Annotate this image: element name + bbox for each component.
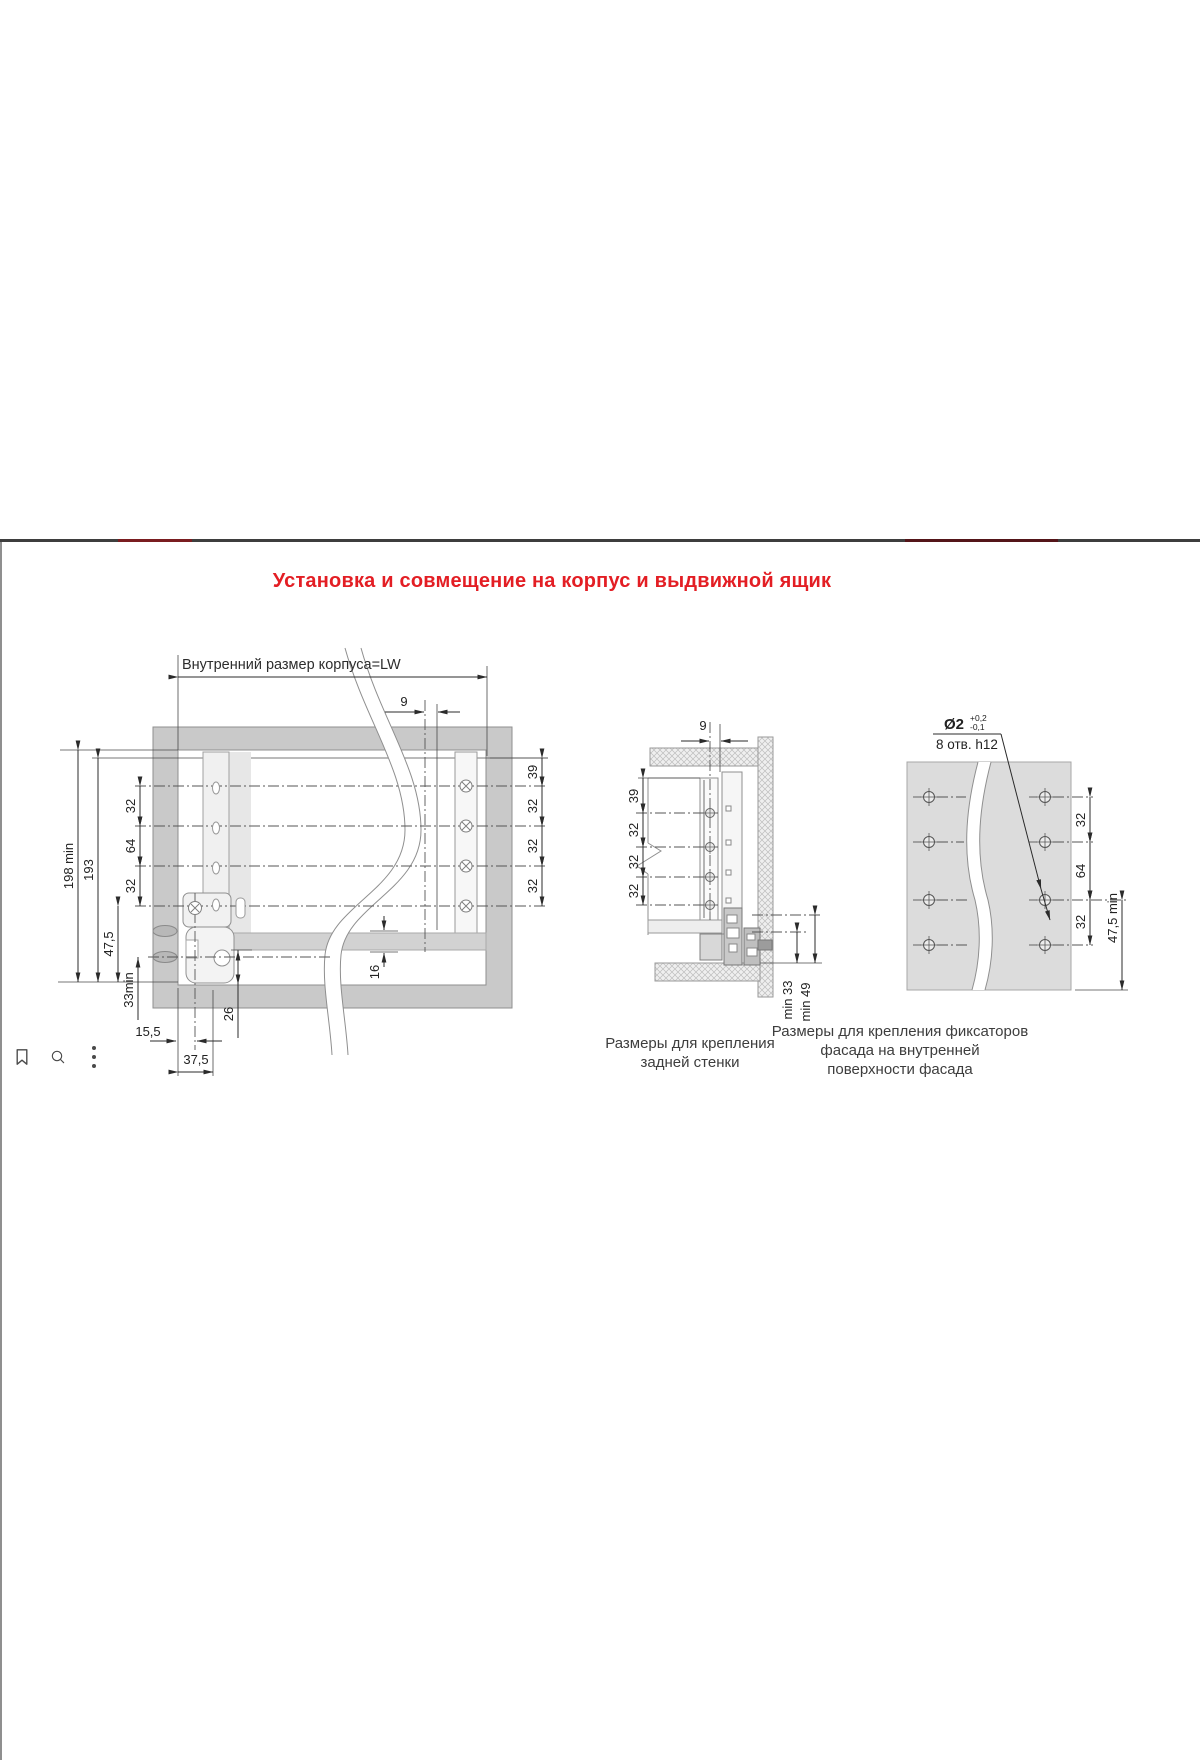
dim-label: 8 отв. h12	[936, 737, 998, 752]
facade-fixator-diagram	[907, 713, 1128, 990]
cabinet-front-view-diagram	[58, 648, 548, 1076]
dim-label: 64	[1073, 863, 1088, 879]
dim-label: 16	[367, 964, 382, 980]
dim-label: 198 min	[61, 842, 76, 890]
dim-label: 32	[525, 838, 540, 854]
search-icon[interactable]	[44, 1042, 72, 1072]
dim-label: 32	[626, 854, 641, 870]
dim-label: 9	[699, 718, 707, 733]
caption-line: Размеры для крепления	[605, 1035, 775, 1052]
dim-label: 32	[525, 798, 540, 814]
dim-label: +0,2	[970, 713, 987, 723]
dim-label: 32	[626, 883, 641, 899]
dim-label: 64	[123, 838, 138, 854]
more-icon[interactable]	[80, 1042, 108, 1072]
dim-label: min 49	[798, 982, 813, 1022]
caption-line: Размеры для крепления фиксаторов	[771, 1023, 1029, 1040]
caption-facade-fixators	[762, 1022, 1038, 1079]
dim-label: 39	[626, 788, 641, 804]
rear-wall-section-diagram	[626, 718, 822, 1022]
dim-label: min 33	[780, 980, 795, 1020]
dim-label: 33min	[121, 972, 136, 1008]
viewer-toolbar	[8, 1042, 108, 1072]
dim-label: 193	[81, 859, 96, 881]
dim-label: Внутренний размер корпуса=LW	[182, 657, 401, 673]
dim-label: 9	[400, 694, 408, 709]
page-title: Установка и совмещение на корпус и выдвижной ящик	[272, 570, 832, 592]
dim-label: 47,5	[101, 931, 116, 957]
caption-line: фасада на внутренней	[820, 1042, 980, 1059]
caption-line: поверхности фасада	[827, 1061, 973, 1078]
dim-label: 32	[123, 798, 138, 814]
dim-label: 37,5	[183, 1052, 209, 1067]
dim-label: 32	[123, 878, 138, 894]
bookmark-icon[interactable]	[8, 1042, 36, 1072]
dim-label: -0,1	[970, 722, 985, 732]
dim-label: 15,5	[135, 1024, 161, 1039]
dim-label: 32	[525, 878, 540, 894]
dim-label: 32	[626, 822, 641, 838]
dim-label: Ø2	[944, 716, 965, 733]
caption-line: задней стенки	[640, 1054, 740, 1071]
dim-label: 32	[1073, 812, 1088, 828]
dim-label: 32	[1073, 914, 1088, 930]
dim-label: 39	[525, 764, 540, 780]
dim-label: 47,5 min	[1105, 893, 1120, 943]
dim-label: 26	[221, 1006, 236, 1022]
